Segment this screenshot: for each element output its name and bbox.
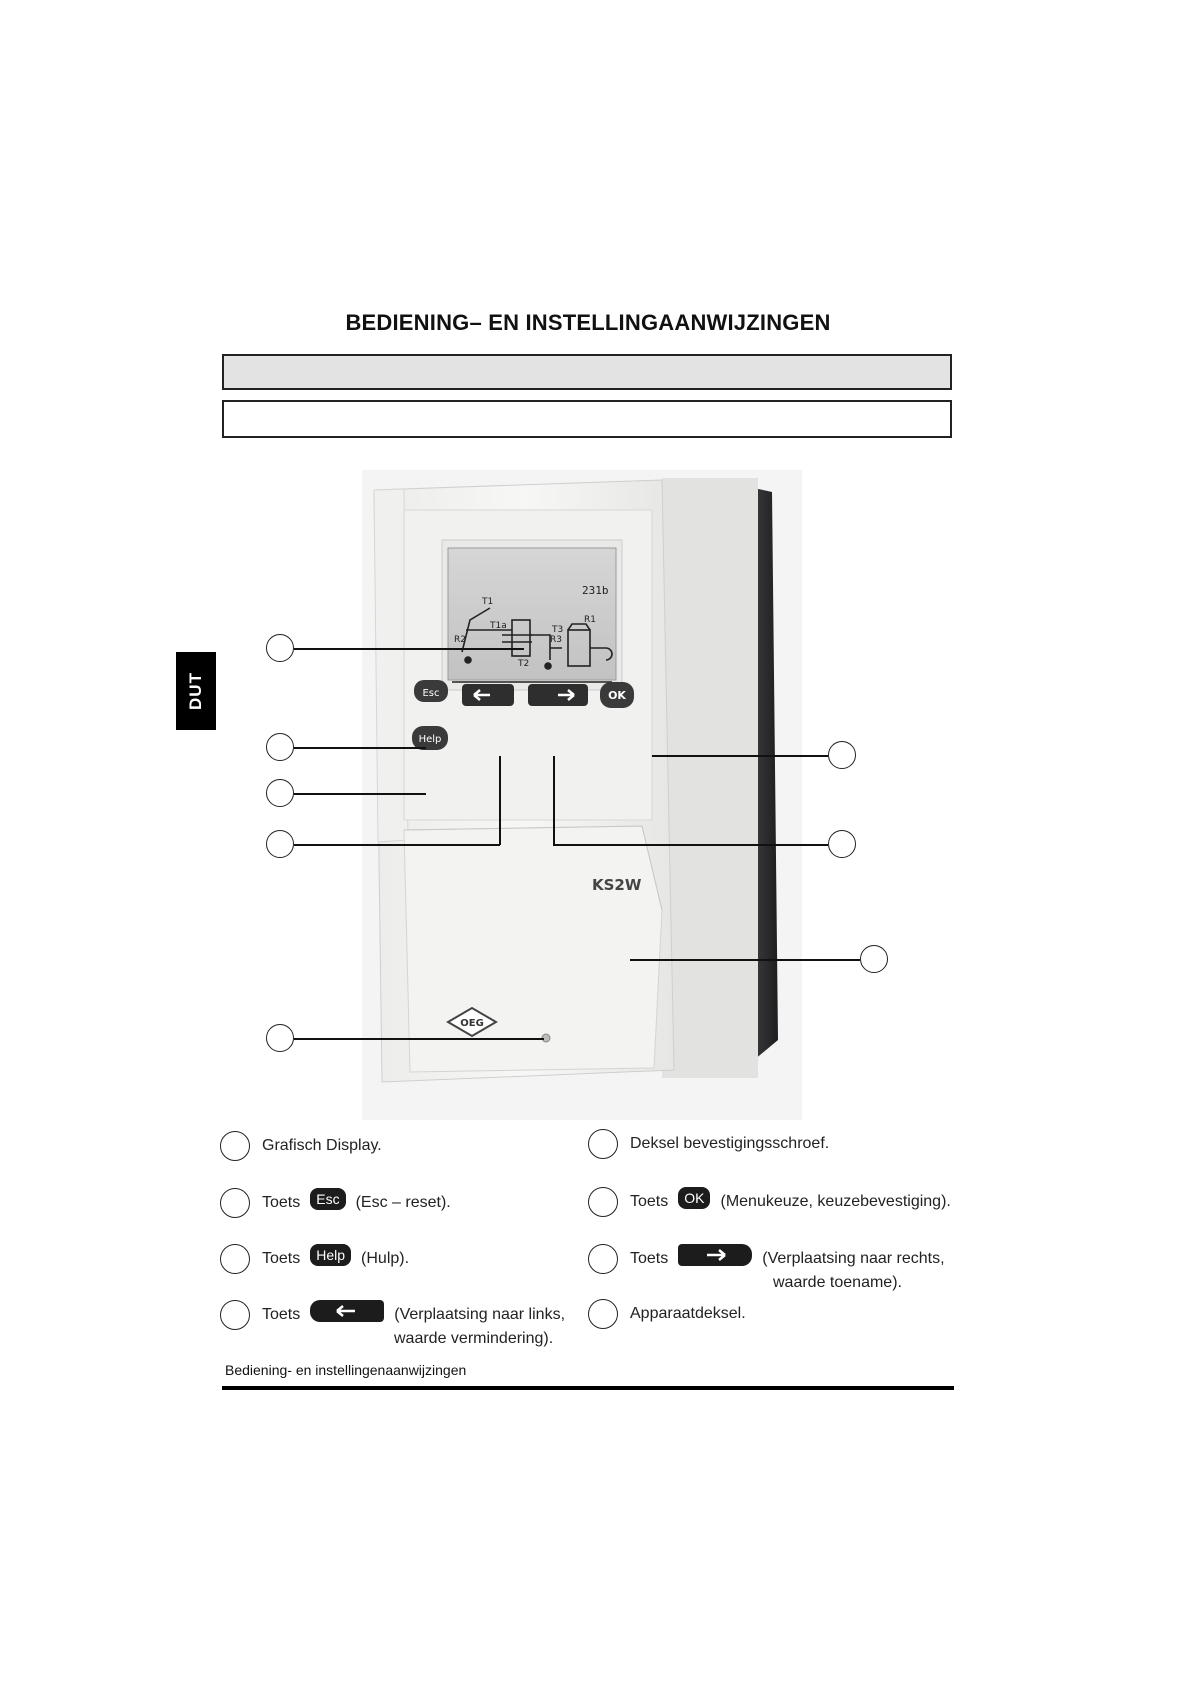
legend-text: Deksel bevestigingsschroef. bbox=[630, 1135, 830, 1152]
callout-right-arrow bbox=[828, 830, 856, 858]
legend-number-circle bbox=[220, 1131, 250, 1161]
left-arrow-key-icon bbox=[310, 1300, 384, 1322]
legend-number-circle bbox=[220, 1188, 250, 1218]
help-key-icon: Help bbox=[310, 1244, 351, 1266]
svg-text:Esc: Esc bbox=[422, 688, 440, 699]
legend-text: (Verplaatsing naar rechts, bbox=[762, 1250, 945, 1267]
legend-item-screw bbox=[588, 1128, 829, 1160]
callout-esc bbox=[266, 733, 294, 761]
legend-number-circle bbox=[220, 1244, 250, 1274]
callout-ok bbox=[828, 741, 856, 769]
legend-text: (Verplaatsing naar links, bbox=[394, 1306, 566, 1323]
callout-screw bbox=[266, 1024, 294, 1052]
legend-prefix: Toets bbox=[262, 1194, 301, 1211]
callout-left-arrow bbox=[266, 830, 294, 858]
svg-text:Help: Help bbox=[418, 734, 442, 745]
display-code: 231b bbox=[582, 584, 609, 597]
svg-text:T1a: T1a bbox=[490, 621, 507, 631]
legend-item-right-arrow bbox=[588, 1243, 945, 1275]
legend-item-help bbox=[220, 1243, 409, 1275]
legend-item-ok bbox=[588, 1186, 951, 1218]
legend-text: (Menukeuze, keuzebevestiging). bbox=[720, 1193, 951, 1210]
svg-text:R1: R1 bbox=[584, 615, 596, 625]
legend-item-left-arrow bbox=[220, 1299, 565, 1331]
legend-number-circle bbox=[588, 1129, 618, 1159]
callout-display bbox=[266, 634, 294, 662]
legend-text-continued: waarde toename). bbox=[773, 1274, 902, 1291]
legend-number-circle bbox=[588, 1187, 618, 1217]
svg-text:R3: R3 bbox=[550, 635, 562, 645]
legend-text: Apparaatdeksel. bbox=[630, 1305, 746, 1322]
right-arrow-key-icon bbox=[678, 1244, 752, 1266]
legend-text: (Esc – reset). bbox=[355, 1194, 451, 1211]
language-tab bbox=[176, 652, 216, 730]
legend-prefix: Toets bbox=[630, 1193, 669, 1210]
svg-text:T1: T1 bbox=[482, 597, 494, 607]
legend-text: (Hulp). bbox=[361, 1250, 410, 1267]
language-tab-label: DUT bbox=[186, 672, 205, 710]
controller-illustration bbox=[362, 470, 802, 1120]
page-title: BEDIENING– EN INSTELLINGAANWIJZINGEN bbox=[345, 310, 831, 335]
legend-item-esc bbox=[220, 1187, 451, 1219]
legend-number-circle bbox=[220, 1300, 250, 1330]
esc-key-icon: Esc bbox=[310, 1188, 345, 1210]
legend-prefix: Toets bbox=[630, 1250, 669, 1267]
svg-text:OK: OK bbox=[608, 689, 626, 702]
legend-prefix: Toets bbox=[262, 1306, 301, 1323]
callout-cover bbox=[860, 945, 888, 973]
svg-text:T3: T3 bbox=[552, 625, 564, 635]
legend-text-continued: waarde vermindering). bbox=[394, 1330, 554, 1347]
page-footer: Bediening- en instellingenaanwijzingen bbox=[225, 1362, 467, 1378]
svg-text:KS2W: KS2W bbox=[592, 876, 642, 894]
legend-prefix: Toets bbox=[262, 1250, 301, 1267]
legend-item-display bbox=[220, 1130, 382, 1162]
svg-text:T2: T2 bbox=[518, 659, 530, 669]
section-header-blank bbox=[222, 400, 952, 438]
svg-text:R2: R2 bbox=[454, 635, 466, 645]
legend-number-circle bbox=[588, 1244, 618, 1274]
svg-text:OEG: OEG bbox=[460, 1018, 484, 1029]
callout-help bbox=[266, 779, 294, 807]
legend-number-circle bbox=[588, 1299, 618, 1329]
legend-item-cover bbox=[588, 1298, 746, 1330]
legend-text: Grafisch Display. bbox=[262, 1137, 382, 1154]
footer-rule bbox=[222, 1386, 954, 1390]
section-header-shaded bbox=[222, 354, 952, 390]
ok-key-icon: OK bbox=[678, 1187, 710, 1209]
